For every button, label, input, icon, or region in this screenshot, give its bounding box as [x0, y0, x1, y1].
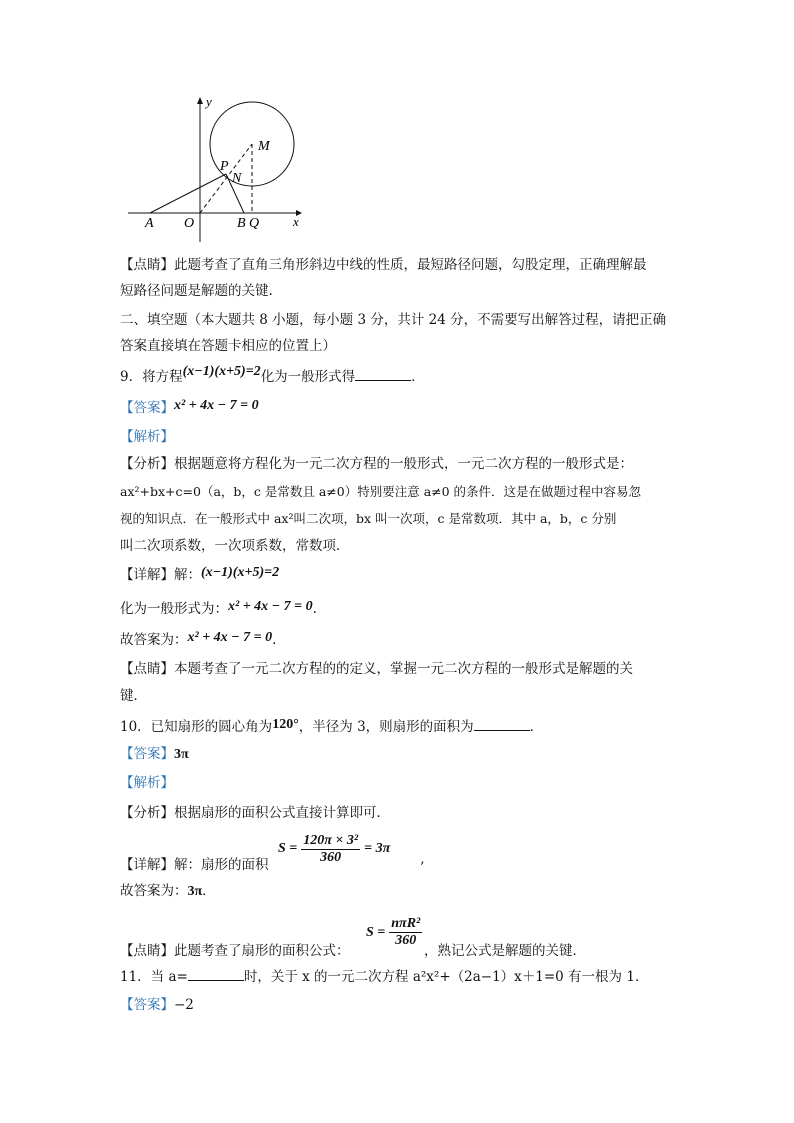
- q10-detail: 【详解】解：扇形的面积: [120, 857, 269, 873]
- q9-blank: [355, 380, 411, 381]
- prev-comment-line1: 【点睛】此题考查了直角三角形斜边中线的性质，最短路径问题，勾股定理，正确理解最: [120, 257, 647, 273]
- q10-jiexi: 【解析】: [120, 775, 174, 791]
- label-N: N: [232, 171, 242, 186]
- label-y: y: [206, 94, 212, 109]
- label-A: A: [145, 216, 154, 231]
- q9-analysis-line1: 【分析】根据题意将方程化为一元二次方程的一般形式，一元二次方程的一般形式是：: [120, 456, 633, 472]
- prev-comment-line2: 短路径问题是解题的关键.: [120, 283, 273, 299]
- q10-stem: 10．已知扇形的圆心角为120°，半径为 3，则扇形的面积为 ．: [120, 717, 544, 735]
- q9-answer-tag: 【答案】: [120, 400, 174, 416]
- label-Q: Q: [249, 216, 260, 231]
- q9-detail: 【详解】解：(x−1)(x+5)=2: [120, 565, 280, 583]
- q10-answer-value: 3π: [174, 747, 189, 762]
- q11-answer: 【答案】−2: [120, 997, 194, 1013]
- q9-answer: [120, 399, 259, 418]
- label-P: P: [220, 159, 229, 174]
- section-heading-line1: 二、填空题（本大题共 8 小题，每小题 3 分，共计 24 分，不需要写出解答过程，请把正确: [120, 312, 667, 328]
- q9-equation: (x−1)(x+5)=2: [182, 364, 261, 379]
- q10-final: 故答案为：3π．: [120, 883, 216, 899]
- q9-jiexi: 【解析】: [120, 429, 174, 445]
- q9-step2-equation: x² + 4x − 7 = 0: [187, 630, 273, 645]
- label-M: M: [258, 139, 270, 154]
- q9-comment-line1: 【点睛】本题考查了一元二次方程的的定义，掌握一元二次方程的一般形式是解题的关: [120, 661, 633, 677]
- label-B: B: [237, 216, 246, 231]
- q10-analysis: 【分析】根据扇形的面积公式直接计算即可．: [120, 805, 390, 821]
- label-O: O: [184, 216, 195, 231]
- q10-comment: 【点睛】此题考查了扇形的面积公式：: [120, 943, 350, 959]
- q9-analysis-line2: ax²+bx+c=0（a，b，c 是常数且 a≠0）特别要注意 a≠0 的条件．这是在做题过程中容易忽: [120, 484, 642, 499]
- q10-comment-suffix: ，熟记公式是解题的关键．: [424, 943, 586, 959]
- q10-formula: S = $\frac{\text{120π × 3²}}{360}$ = 3π ,: [278, 832, 425, 867]
- q11-answer-value: −2: [174, 997, 194, 1013]
- q10-area-formula: S = $\frac{\text{nπR²}}{360}$: [366, 916, 421, 948]
- prev-comment-tag: 【点睛】: [120, 257, 174, 273]
- q9-detail-equation: (x−1)(x+5)=2: [201, 565, 280, 580]
- q9-analysis-line3: 视的知识点．在一般形式中 ax²叫二次项，bx 叫一次项，c 是常数项．其中 a，b，c 分别: [120, 511, 617, 526]
- q9-step1: 化为一般形式为：x² + 4x − 7 = 0.: [120, 599, 317, 617]
- geometry-figure: [120, 88, 320, 248]
- q9-step1-equation: x² + 4x − 7 = 0: [228, 599, 313, 614]
- q9-answer-value: x² + 4x − 7 = 0: [174, 398, 259, 413]
- q9-analysis-line4: 叫二次项系数，一次项系数，常数项．: [120, 538, 350, 554]
- q10-blank: [474, 730, 530, 731]
- label-x: x: [293, 214, 299, 229]
- q11-blank: [188, 980, 244, 981]
- q10-angle: 120°: [272, 717, 299, 732]
- section-heading-line2: 答案直接填在答题卡相应的位置上）: [120, 338, 336, 354]
- q10-answer: 【答案】3π: [120, 746, 189, 762]
- q11-stem: 11．当 a= 时，关于 x 的一元二次方程 a²x²+（2a−1）x＋1=0 有一根为 1．: [120, 969, 649, 985]
- q9-comment-line2: 键．: [120, 688, 147, 704]
- q9-stem: 9．将方程(x−1)(x+5)=2化为一般形式得 ．: [120, 364, 425, 385]
- q9-step2: 故答案为：x² + 4x − 7 = 0.: [120, 630, 277, 648]
